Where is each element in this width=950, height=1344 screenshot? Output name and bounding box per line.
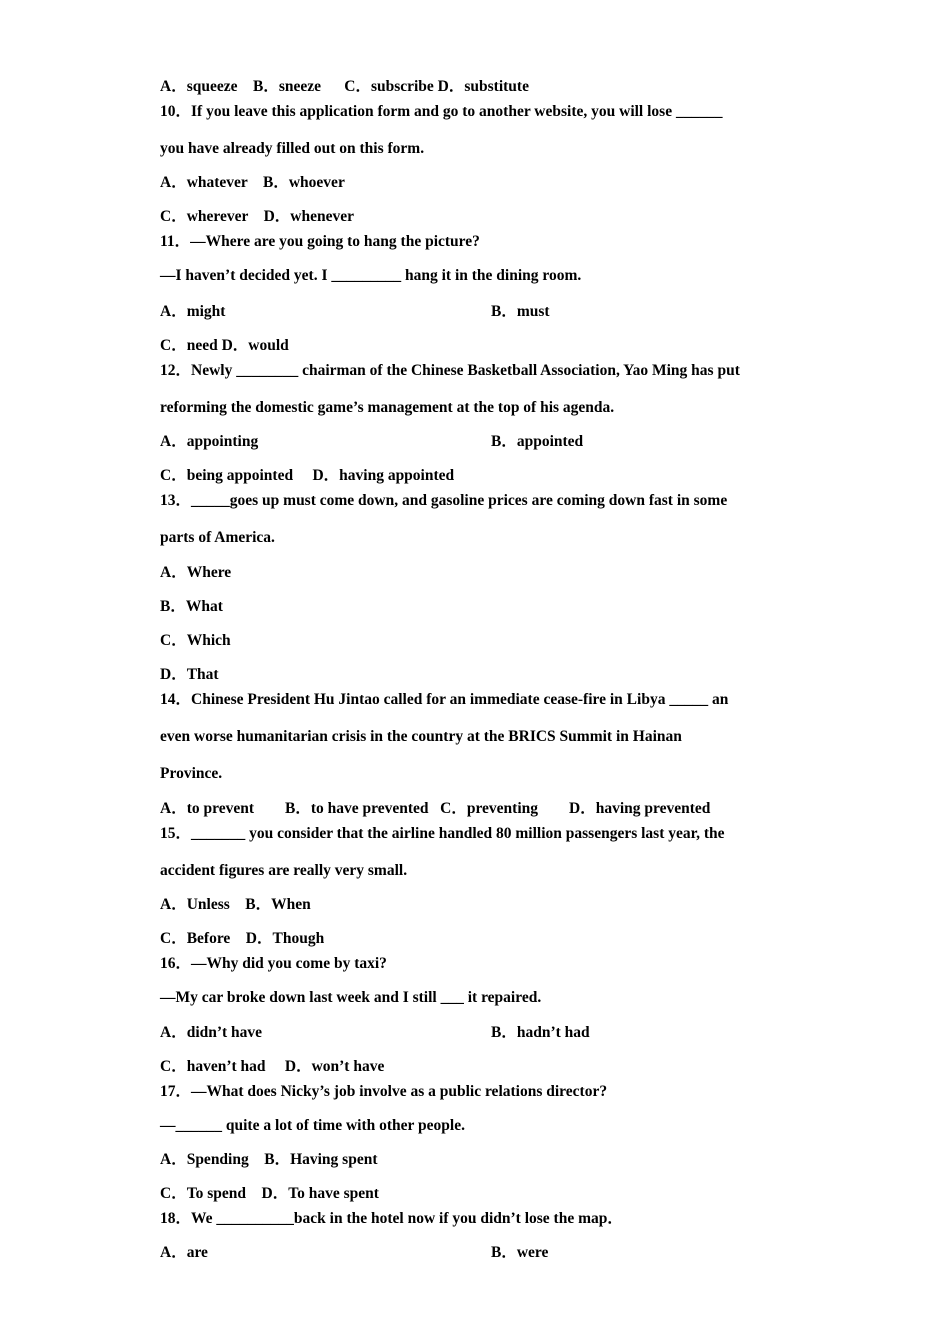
q14-stem-line2: even worse humanitarian crisis in the country at the BRICS Summit in Hainan <box>160 728 682 745</box>
q11-options-cd: C．need D．would <box>160 337 289 354</box>
q9-options: A．squeeze B．sneeze C．subscribe D．substitute <box>160 78 529 95</box>
q13-option-a: A．Where <box>160 564 232 581</box>
q18-stem-line1: 18．We __________back in the hotel now if you didn’t lose the map． <box>160 1210 623 1227</box>
q17-stem-line1: 17．—What does Nicky’s job involve as a public relations director? <box>160 1083 608 1100</box>
q13-option-b: B．What <box>160 598 223 615</box>
q12-option-a: A．appointing <box>160 433 259 450</box>
q13-stem-line2: parts of America. <box>160 529 275 546</box>
q18-option-a: A．are <box>160 1244 208 1261</box>
q18-option-b: B．were <box>491 1244 549 1261</box>
q11-option-b: B．must <box>491 303 550 320</box>
q15-options-cd: C．Before D．Though <box>160 930 325 947</box>
q16-options-cd: C．haven’t had D．won’t have <box>160 1058 385 1075</box>
q10-options-ab: A．whatever B．whoever <box>160 174 345 191</box>
q17-options-cd: C．To spend D．To have spent <box>160 1185 379 1202</box>
q17-stem-line2: —______ quite a lot of time with other people. <box>160 1117 465 1134</box>
q15-options-ab: A．Unless B．When <box>160 896 311 913</box>
q11-option-a: A．might <box>160 303 226 320</box>
q10-options-cd: C．wherever D．whenever <box>160 208 354 225</box>
q11-stem-line1: 11．—Where are you going to hang the picture? <box>160 233 480 250</box>
q15-stem-line1: 15．_______ you consider that the airline handled 80 million passengers last year, the <box>160 825 725 842</box>
q13-option-c: C．Which <box>160 632 231 649</box>
q16-option-a: A．didn’t have <box>160 1024 263 1041</box>
q16-stem-line1: 16．—Why did you come by taxi? <box>160 955 387 972</box>
q14-options: A．to prevent B．to have prevented C．preventing D．having prevented <box>160 800 711 817</box>
q10-stem-line1: 10．If you leave this application form and go to another website, you will lose ______ <box>160 103 723 120</box>
q16-stem-line2: —My car broke down last week and I still ___ it repaired. <box>160 989 542 1006</box>
q14-stem-line1: 14．Chinese President Hu Jintao called for an immediate cease-fire in Libya _____ an <box>160 691 729 708</box>
q16-option-b: B．hadn’t had <box>491 1024 590 1041</box>
q15-stem-line2: accident figures are really very small. <box>160 862 408 879</box>
q13-option-d: D．That <box>160 666 219 683</box>
q13-stem-line1: 13．_____goes up must come down, and gasoline prices are coming down fast in some <box>160 492 728 509</box>
q14-stem-line3: Province. <box>160 765 223 782</box>
q12-stem-line2: reforming the domestic game’s management at the top of his agenda. <box>160 399 615 416</box>
q12-option-b: B．appointed <box>491 433 584 450</box>
q12-stem-line1: 12．Newly ________ chairman of the Chinese Basketball Association, Yao Ming has put <box>160 362 740 379</box>
q10-stem-line2: you have already filled out on this form. <box>160 140 425 157</box>
q12-options-cd: C．being appointed D．having appointed <box>160 467 455 484</box>
q17-options-ab: A．Spending B．Having spent <box>160 1151 378 1168</box>
q11-stem-line2: —I haven’t decided yet. I _________ hang it in the dining room. <box>160 267 582 284</box>
